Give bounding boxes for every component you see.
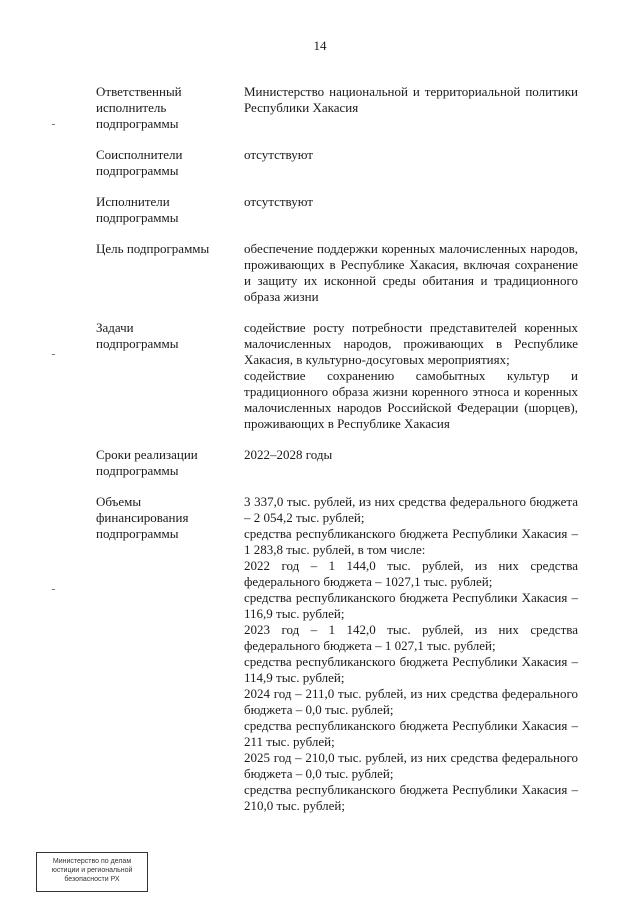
- row-label: [96, 241, 244, 305]
- value-paragraph: 2022–2028 годы: [244, 447, 333, 462]
- label-line: подпрограммы: [96, 336, 179, 351]
- value-paragraph: 2024 год – 211,0 тыс. рублей, из них средства федерального бюджета – 0,0 тыс. рублей;: [244, 686, 578, 717]
- label-line: подпрограммы: [96, 163, 179, 178]
- value-paragraph: 2025 год – 210,0 тыс. рублей, из них средства федерального бюджета – 0,0 тыс. рублей;: [244, 750, 578, 781]
- row-goal: [96, 241, 578, 305]
- registration-stamp: [36, 852, 148, 892]
- value-paragraph: Министерство национальной и территориальной политики Республики Хакасия: [244, 84, 578, 115]
- value-paragraph: средства республиканского бюджета Республики Хакасия – 1 283,8 тыс. рублей, в том числе:: [244, 526, 578, 557]
- row-label: [96, 84, 244, 132]
- row-responsible-executor: [96, 84, 578, 132]
- margin-mark: [52, 589, 55, 590]
- label-line: подпрограммы: [96, 463, 179, 478]
- label-line: финансирования: [96, 510, 189, 525]
- label-line: Ответственный: [96, 84, 182, 99]
- stamp-line: юстиции и региональной: [51, 867, 133, 874]
- row-label: [96, 494, 244, 814]
- page-number: 14: [313, 38, 327, 53]
- label-line: Сроки реализации: [96, 447, 198, 462]
- row-label: [96, 447, 244, 479]
- value-paragraph: содействие сохранению самобытных культур и традиционного образа жизни коренного этноса и коренных малочисленных народов Российской Федерации (шорцев), проживающих в Республике Хакасия: [244, 368, 578, 431]
- label-line: исполнитель: [96, 100, 167, 115]
- row-executors: [96, 194, 578, 226]
- label-line: подпрограммы: [96, 210, 179, 225]
- value-paragraph: отсутствуют: [244, 147, 313, 162]
- value-paragraph: средства республиканского бюджета Республики Хакасия – 211 тыс. рублей;: [244, 718, 578, 749]
- row-value: [244, 84, 578, 132]
- row-label: [96, 320, 244, 432]
- value-paragraph: обеспечение поддержки коренных малочисленных народов, проживающих в Республике Хакасия, включая сохранение и защиту их исконной среды обитания и традиционного образа жизни: [244, 241, 578, 304]
- value-paragraph: 3 337,0 тыс. рублей, из них средства федерального бюджета – 2 054,2 тыс. рублей;: [244, 494, 578, 525]
- value-paragraph: средства республиканского бюджета Республики Хакасия – 114,9 тыс. рублей;: [244, 654, 578, 685]
- label-line: подпрограммы: [96, 526, 179, 541]
- subprogram-passport: [96, 84, 578, 829]
- row-value: [244, 147, 578, 179]
- margin-mark: [52, 124, 55, 125]
- row-co-executors: [96, 147, 578, 179]
- value-paragraph: отсутствуют: [244, 194, 313, 209]
- row-value: [244, 447, 578, 479]
- row-value: [244, 494, 578, 814]
- label-line: Исполнители: [96, 194, 170, 209]
- label-line: подпрограммы: [96, 116, 179, 131]
- margin-mark: [52, 354, 55, 355]
- row-funding: [96, 494, 578, 814]
- value-paragraph: 2023 год – 1 142,0 тыс. рублей, из них средства федерального бюджета – 1 027,1 тыс. рублей;: [244, 622, 578, 653]
- stamp-line: Министерство по делам: [52, 858, 132, 865]
- value-paragraph: средства республиканского бюджета Республики Хакасия – 116,9 тыс. рублей;: [244, 590, 578, 621]
- value-paragraph: содействие росту потребности представителей коренных малочисленных народов, проживающих в Республике Хакасия, в культурно-досуговых мероприятиях;: [244, 320, 578, 367]
- row-label: [96, 147, 244, 179]
- label-line: Цель подпрограммы: [96, 241, 210, 256]
- label-line: Соисполнители: [96, 147, 183, 162]
- label-line: Задачи: [96, 320, 134, 335]
- value-paragraph: средства республиканского бюджета Республики Хакасия – 210,0 тыс. рублей;: [244, 782, 578, 813]
- value-paragraph: 2022 год – 1 144,0 тыс. рублей, из них средства федерального бюджета – 1027,1 тыс. рублей;: [244, 558, 578, 589]
- row-timeline: [96, 447, 578, 479]
- row-value: [244, 320, 578, 432]
- row-label: [96, 194, 244, 226]
- label-line: Объемы: [96, 494, 142, 509]
- row-value: [244, 241, 578, 305]
- row-value: [244, 194, 578, 226]
- stamp-line: безопасности РХ: [64, 876, 120, 883]
- row-tasks: [96, 320, 578, 432]
